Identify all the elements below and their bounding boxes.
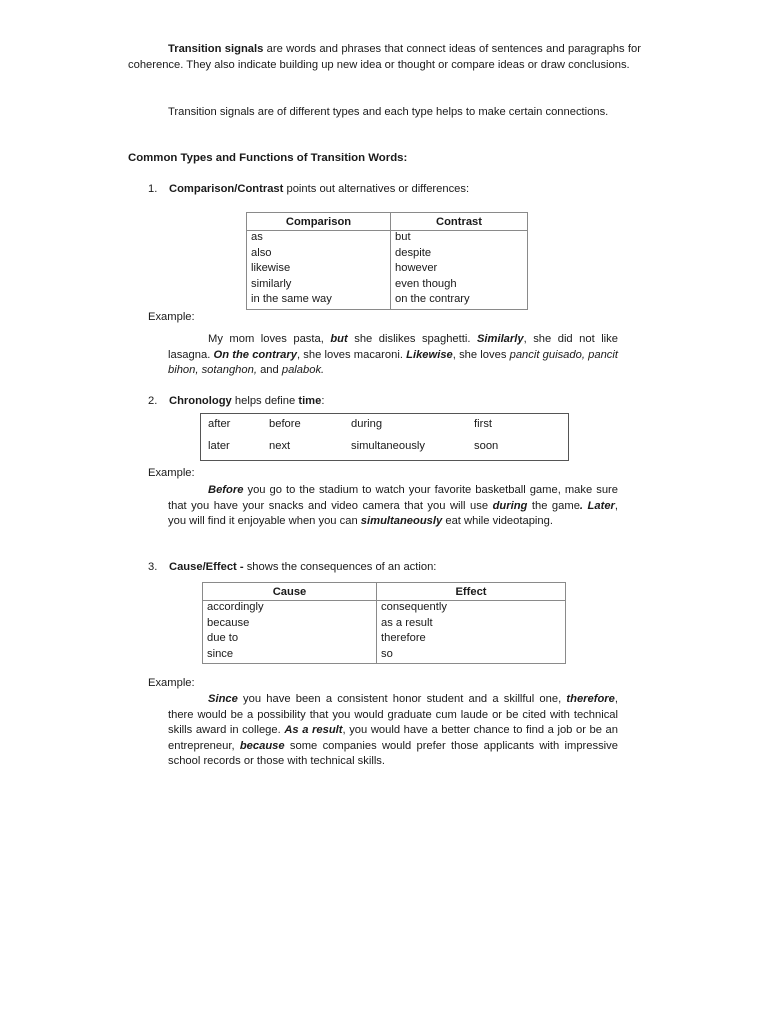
table-cell: in the same way (247, 293, 391, 309)
section-3-desc: shows the consequences of an action: (243, 561, 437, 573)
table-row (203, 648, 566, 664)
table-cell: also (247, 247, 391, 263)
table-header: Contrast (391, 213, 528, 231)
example-text: you have been a consistent honor student and a skillful one, (237, 693, 567, 705)
transition-word: during (492, 499, 528, 512)
section-1-title (148, 183, 469, 195)
example-text: some companies would prefer those applicants with impressive school records or those with technical skills. (168, 739, 618, 768)
table-cell: but (391, 231, 528, 247)
example-text: eat while videotaping. (442, 515, 553, 528)
section-1-desc: points out alternatives or differences: (283, 183, 470, 195)
table-row (247, 278, 528, 294)
chronology-word: simultaneously (351, 440, 425, 452)
section-2-number: 2. (148, 395, 158, 407)
table-cell: likewise (247, 262, 391, 278)
section-2-colon: : (321, 395, 325, 407)
transition-word: . Later (579, 499, 615, 512)
transition-word: Before (208, 484, 244, 496)
section-2-term: Chronology (169, 395, 232, 407)
table-cell: consequently (377, 601, 566, 617)
intro-text: are words and phrases that connect ideas of sentences and paragraphs for coherence. They also indicate building up new idea or thought or compare ideas or draw conclusions. (128, 43, 641, 71)
transition-word: On the contrary (213, 348, 297, 361)
section-1-number: 1. (148, 183, 158, 195)
example-text: , you will find it enjoyable when you can (168, 499, 618, 528)
table-cell: similarly (247, 278, 391, 294)
example-text: the game (527, 499, 580, 512)
table-cell: so (377, 648, 566, 664)
table-cell: due to (203, 632, 377, 648)
italic-food-name: palabok. (281, 364, 325, 377)
example-label: Example: (148, 467, 195, 479)
transition-word: because (239, 739, 285, 752)
example-label: Example: (148, 311, 195, 323)
table-cell: however (391, 262, 528, 278)
section-1-term: Comparison/Contrast (169, 183, 284, 195)
table-row (247, 247, 528, 263)
transition-word: simultaneously (360, 515, 443, 528)
section-2-title (148, 395, 324, 407)
chronology-word-box (200, 413, 569, 461)
example-text: she dislikes spaghetti. (347, 333, 477, 345)
table-row (203, 617, 566, 633)
table-cell: even though (391, 278, 528, 294)
chronology-word: soon (474, 440, 499, 452)
section-2-desc: helps define (231, 395, 299, 407)
chronology-word: during (351, 418, 383, 430)
section-3-term: Cause/Effect - (169, 561, 244, 573)
transition-word: therefore (566, 693, 615, 705)
table-cell: since (203, 648, 377, 664)
section-heading: Common Types and Functions of Transition Words: (128, 152, 408, 164)
term-transition-signals: Transition signals (168, 43, 264, 55)
chronology-word: next (269, 440, 291, 452)
table-cell: because (203, 617, 377, 633)
table-cell: as a result (377, 617, 566, 633)
table-cell: on the contrary (391, 293, 528, 309)
example-text: , there would be a possibility that you would graduate cum laude or be cited with technical skills award in college. (168, 693, 618, 737)
transition-word: Similarly (476, 333, 524, 345)
section-3-title (148, 561, 436, 573)
chronology-word: before (269, 418, 301, 430)
intro-paragraph-1 (128, 42, 641, 73)
section-2-keyword: time (298, 395, 322, 407)
section-3-number: 3. (148, 561, 158, 573)
example-text: you go to the stadium to watch your favorite basketball game, make sure that you have your snacks and video camera that you will use (168, 484, 618, 512)
table-row (247, 262, 528, 278)
example-text: , she loves (452, 348, 510, 361)
chronology-word: after (208, 418, 231, 430)
table-row (203, 632, 566, 648)
table-header: Cause (203, 583, 377, 601)
table-header: Comparison (247, 213, 391, 231)
example-text: , you would have a better chance to find a job or be an entrepreneur, (168, 724, 618, 752)
transition-word: As a result (284, 724, 343, 737)
transition-word: Likewise (406, 348, 453, 361)
cause-effect-table (202, 582, 566, 664)
table-row (203, 601, 566, 617)
table-header: Effect (377, 583, 566, 601)
example-text: and (256, 364, 282, 377)
example-text: My mom loves pasta, (208, 333, 331, 345)
table-cell: therefore (377, 632, 566, 648)
italic-food-names: pancit guisado, pancit bihon, sotanghon, (168, 348, 618, 377)
table-cell: accordingly (203, 601, 377, 617)
example-paragraph-1 (168, 332, 618, 379)
table-cell: despite (391, 247, 528, 263)
transition-word: but (330, 333, 348, 345)
table-row (247, 231, 528, 247)
table-row (247, 293, 528, 309)
chronology-word: first (474, 418, 493, 430)
comparison-contrast-table (246, 212, 528, 310)
transition-word: Since (208, 693, 238, 705)
chronology-word: later (208, 440, 230, 452)
intro-paragraph-2: Transition signals are of different types and each type helps to make certain connections. (168, 106, 609, 118)
example-label: Example: (148, 677, 195, 689)
example-text: , she did not like lasagna. (168, 333, 618, 361)
table-cell: as (247, 231, 391, 247)
example-paragraph-3 (168, 692, 618, 770)
example-paragraph-2 (168, 483, 618, 530)
example-text: , she loves macaroni. (296, 348, 407, 361)
